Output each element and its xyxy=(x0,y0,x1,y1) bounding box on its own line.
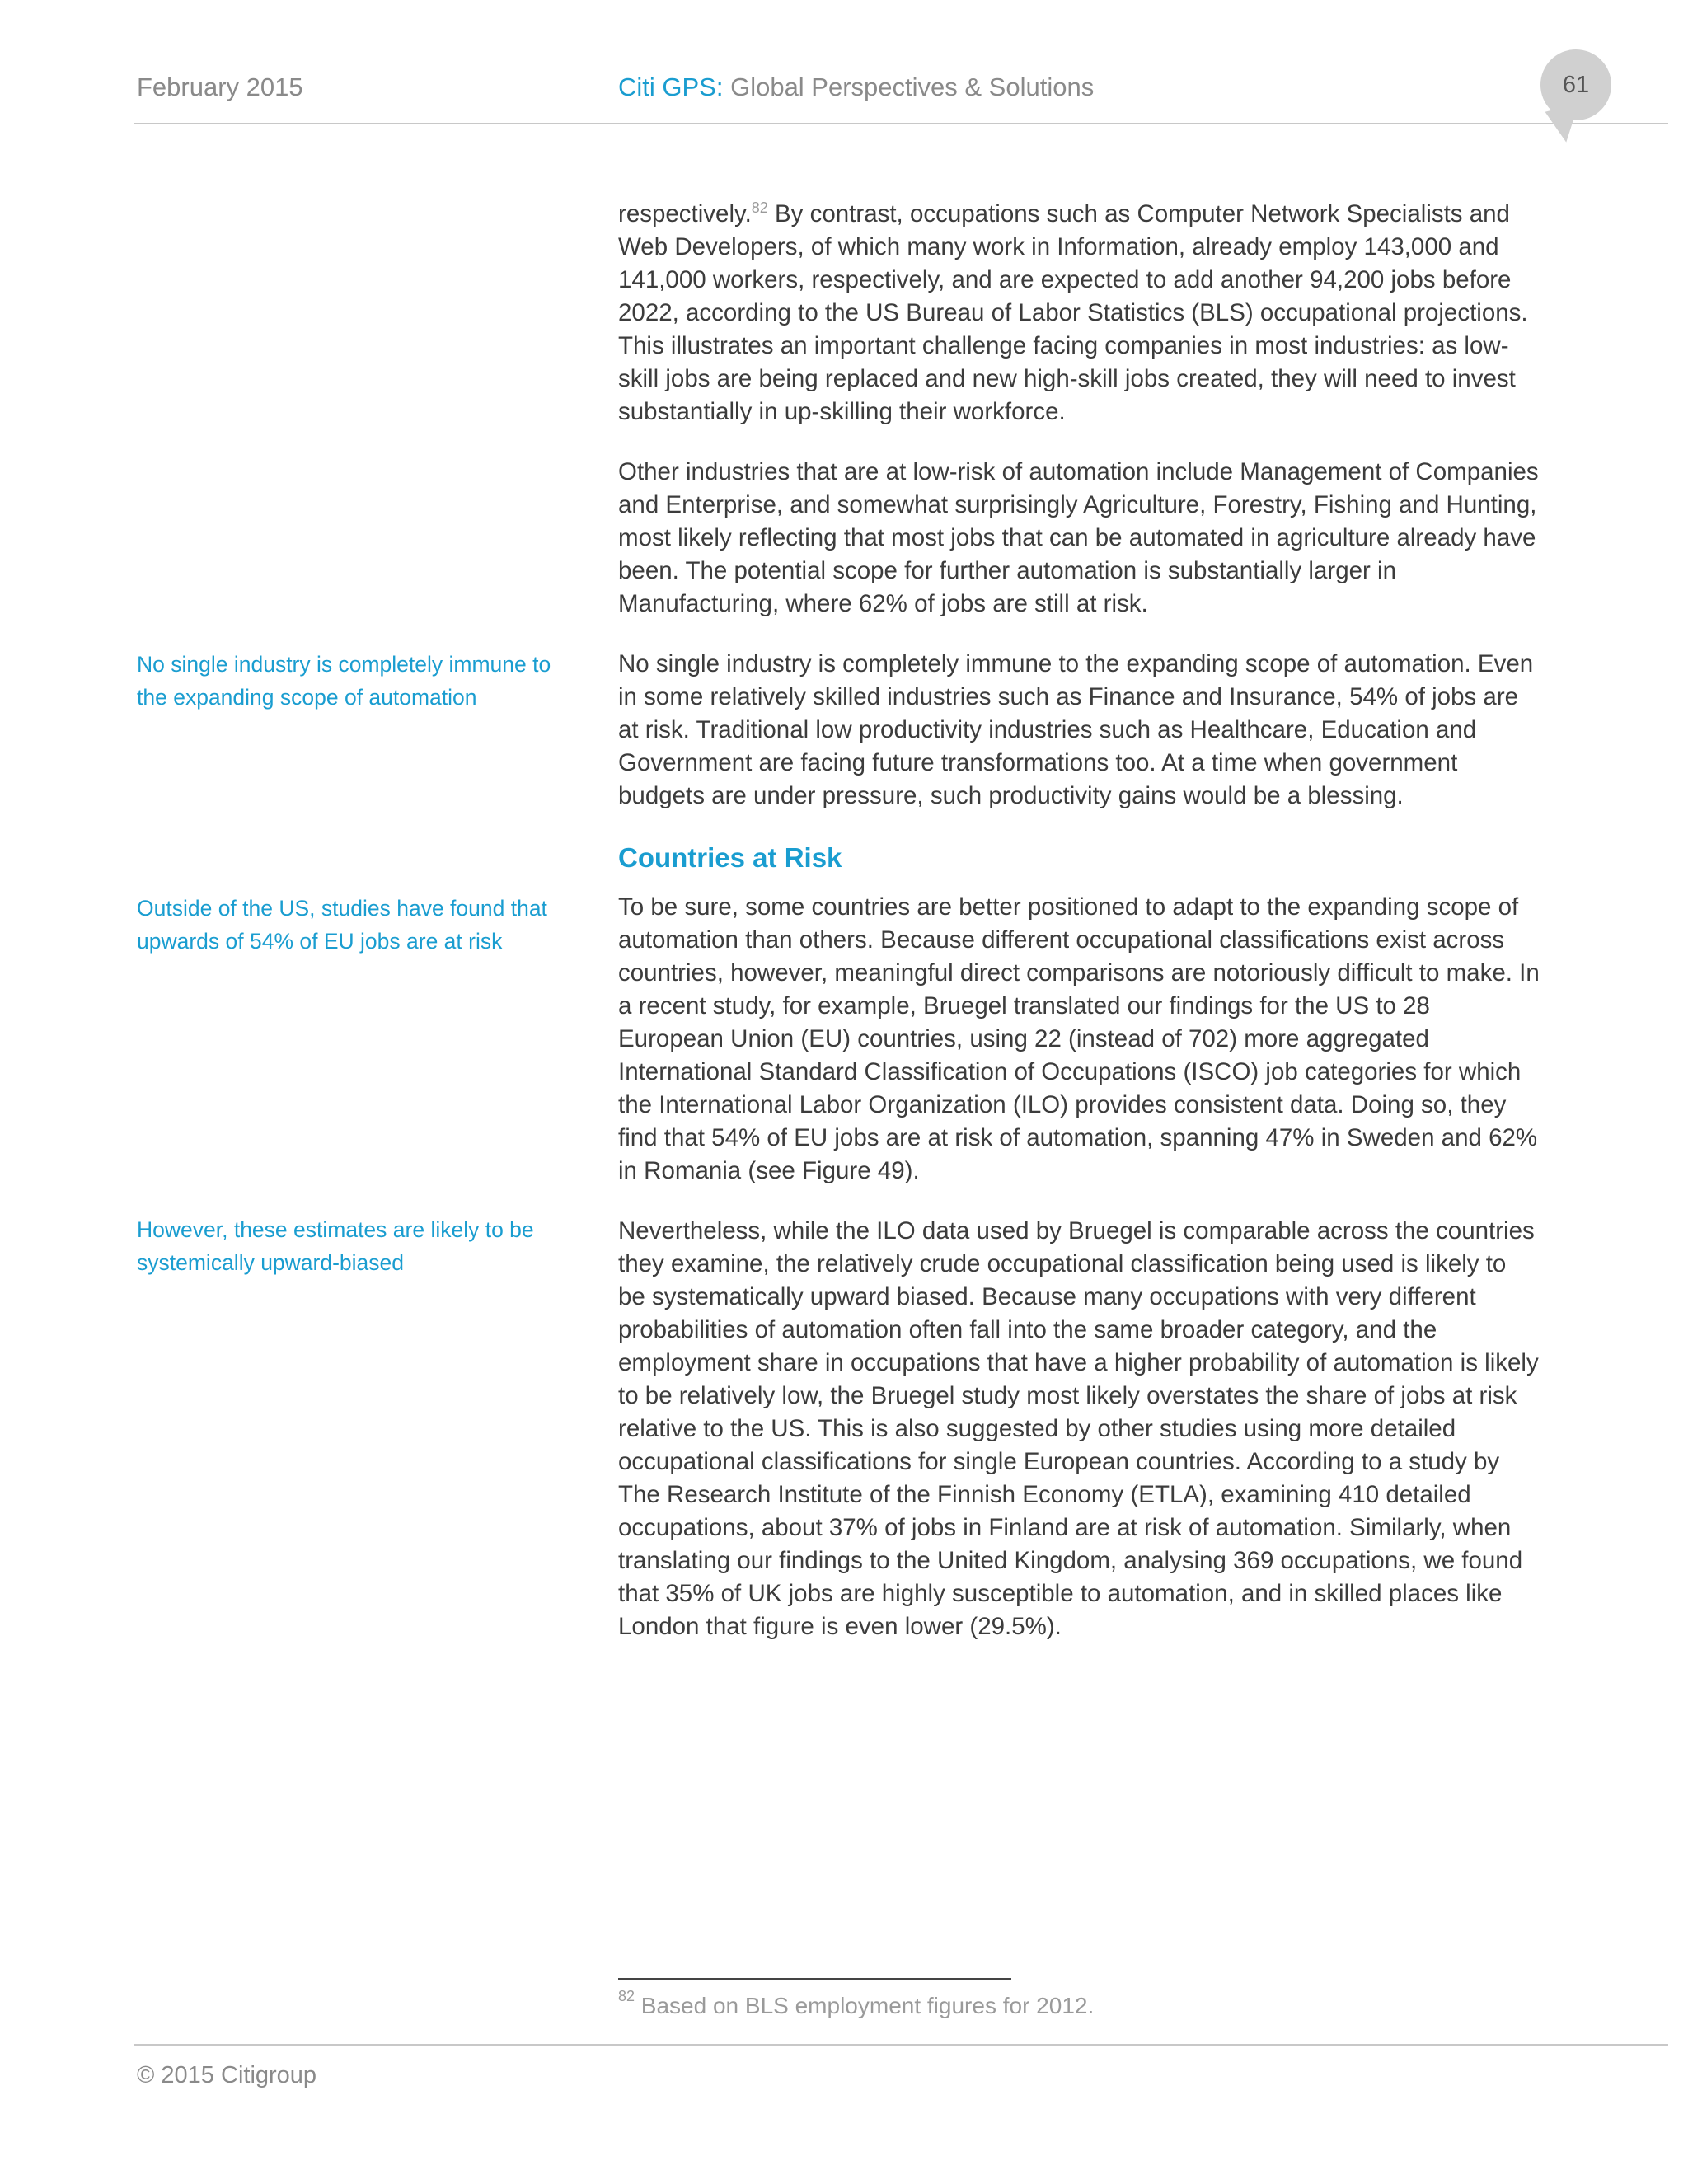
brand-name: Citi GPS: xyxy=(618,73,724,101)
paragraph-4: To be sure, some countries are better positioned to adapt to the expanding scope of automation than others. Because different occupational classifications exist across countries, however, meaningful direct comparisons are notoriously difficult to make. In a recent study, for example, Bruegel translated our findings for the US to 28 European Union (EU) countries, using 22 (instead of 702) more aggregated International Standard Classification of Occupations (ISCO) job categories for which the International Labor Organization (ILO) provides consistent data. Doing so, they find that 54% of EU jobs are at risk of automation, spanning 47% in Sweden and 62% in Romania (see Figure 49). xyxy=(618,893,1540,1184)
footnote-number: 82 xyxy=(618,1988,635,2004)
page-number-badge: 61 xyxy=(1540,49,1611,120)
sidebar-note-upward-biased: However, these estimates are likely to be systemically upward-biased xyxy=(137,1217,534,1275)
footer-copyright: © 2015 Citigroup xyxy=(137,2062,317,2088)
footnote-ref[interactable]: 82 xyxy=(751,199,768,216)
paragraph-2: Other industries that are at low-risk of automation include Management of Companies and Enterprise, and somewhat surprisingly Agriculture, Forestry, Fishing and Hunting, most likely reflecting that most jobs that can be automated in agriculture already have been. The potential scope for further automation is substantially larger in Manufacturing, where 62% of jobs are still at risk. xyxy=(618,458,1539,617)
header-date: February 2015 xyxy=(137,73,303,101)
paragraph-1-text: By contrast, occupations such as Computer Network Specialists and Web Developers, of which many work in Information, already employ 143,000 and 141,000 workers, respectively, and are expected to add another 94,200 jobs before 2022, according to the US Bureau of Labor Statistics (BLS) occupational projections. This illustrates an important challenge facing companies in most industries: as low-skill jobs are being replaced and new high-skill jobs created, they will need to invest substantially in up-skilling their workforce. xyxy=(618,200,1528,425)
header-rule xyxy=(134,123,1668,124)
paragraph-3: No single industry is completely immune to the expanding scope of automation. Even in some relatively skilled industries such as Finance and Insurance, 54% of jobs are at risk. Traditional low productivity industries such as Healthcare, Education and Government are facing future transformations too. At a time when government budgets are under pressure, such productivity gains would be a blessing. xyxy=(618,650,1534,809)
footnote xyxy=(618,1988,1095,2019)
footer-rule xyxy=(134,2044,1668,2046)
section-heading: Countries at Risk xyxy=(618,842,842,873)
sidebar-note-eu-risk: Outside of the US, studies have found that upwards of 54% of EU jobs are at risk xyxy=(137,896,547,954)
paragraph-5: Nevertheless, while the ILO data used by Bruegel is comparable across the countries they examine, the relatively crude occupational classification being used is likely to be systematically upward biased. Because many occupations with very different probabilities of automation often fall into the same broader category, and the employment share in occupations that have a higher probability of automation is likely to be relatively low, the Bruegel study most likely overstates the share of jobs at risk relative to the US. This is also suggested by other studies using more detailed occupational classifications for single European countries. According to a study by The Research Institute of the Finnish Economy (ETLA), examining 410 detailed occupations, about 37% of jobs in Finland are at risk of automation. Similarly, when translating our findings to the United Kingdom, analysing 369 occupations, we found that 35% of UK jobs are highly susceptible to automation, and in skilled places like London that figure is even lower (29.5%). xyxy=(618,1217,1539,1640)
footnote-rule xyxy=(618,1978,1011,1980)
brand-subtitle: Global Perspectives & Solutions xyxy=(723,73,1095,101)
sidebar-note-immune: No single industry is completely immune to the expanding scope of automation xyxy=(137,652,551,710)
header-title xyxy=(618,73,1094,102)
paragraph-1 xyxy=(618,198,1540,429)
footnote-text: Based on BLS employment figures for 2012. xyxy=(635,1993,1095,2018)
main-text-column xyxy=(618,198,1540,1671)
paragraph-1-lead: respectively. xyxy=(618,200,752,227)
